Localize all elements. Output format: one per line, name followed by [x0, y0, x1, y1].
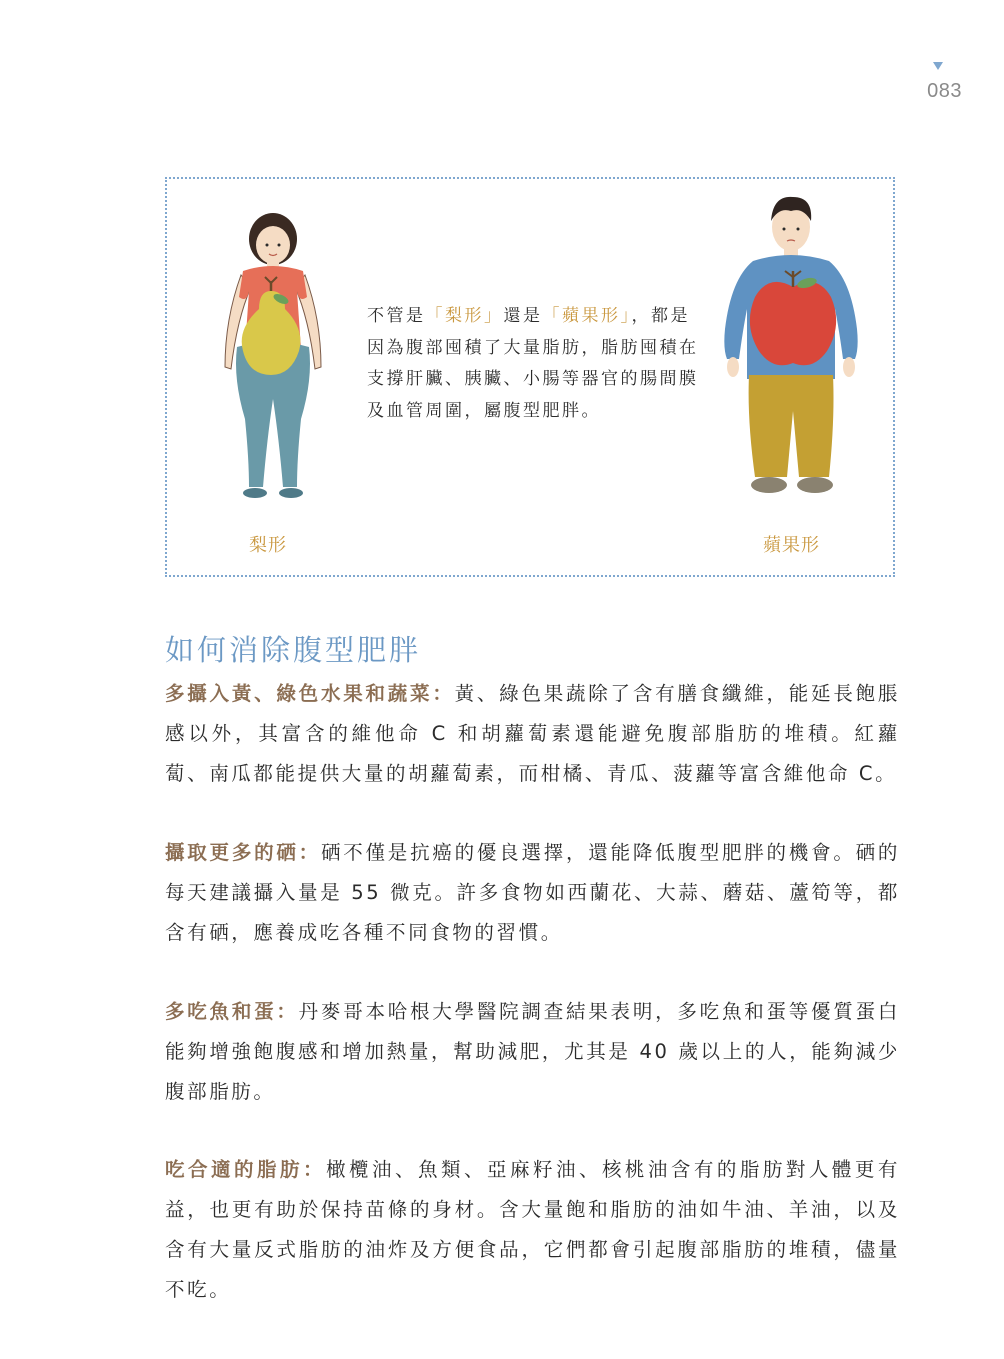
paragraph-heading: 攝取更多的硒：: [165, 841, 321, 864]
paragraph-heading: 多攝入黃、綠色水果和蔬菜：: [165, 682, 455, 705]
pear-shape-highlight: 「梨形」: [425, 306, 504, 326]
man-apple-shape-illustration: [724, 197, 857, 493]
page-marker-triangle-icon: [932, 60, 944, 72]
paragraph-body: 硒不僅是抗癌的優良選擇，還能降低腹型肥胖的機會。硒的每天建議攝入量是 55 微克。許多食物如西蘭花、大蒜、蘑菇、蘆筍等，都含有硒，應養成吃各種不同食物的習慣。: [165, 841, 900, 944]
section-title: 如何消除腹型肥胖: [165, 633, 422, 667]
paragraph-body: 丹麥哥本哈根大學醫院調查結果表明，多吃魚和蛋等優質蛋白能夠增強飽腹感和增加熱量，幫助減肥，尤其是 40 歲以上的人，能夠減少腹部脂肪。: [165, 1000, 900, 1103]
page-number: 083: [927, 80, 962, 102]
paragraph-heading: 吃合適的脂肪：: [165, 1158, 326, 1181]
paragraph-fish-eggs: [165, 992, 900, 1112]
apple-shape-highlight: 「蘋果形」: [542, 306, 632, 326]
paragraph-body: 橄欖油、魚類、亞麻籽油、核桃油含有的脂肪對人體更有益，也更有助於保持苗條的身材。含大量飽和脂肪的油如牛油、羊油，以及含有大量反式脂肪的油炸及方便食品，它們都會引起腹部脂肪的堆積，儘量不吃。: [165, 1158, 900, 1301]
body-shape-figure: [165, 177, 895, 577]
paragraph-vegetables: [165, 674, 900, 794]
woman-pear-shape-illustration: [225, 213, 321, 498]
figure-description: 不管是「梨形」還是「蘋果形」，都是因為腹部囤積了大量脂肪，脂肪囤積在支撐肝臟、胰臟、小腸等器官的腸間膜及血管周圍，屬腹型肥胖。: [367, 306, 699, 421]
pear-shape-caption: 梨形: [249, 535, 287, 556]
paragraph-heading: 多吃魚和蛋：: [165, 1000, 299, 1023]
paragraph-selenium: [165, 833, 900, 953]
paragraph-fats: [165, 1150, 900, 1310]
paragraph-body: 黃、綠色果蔬除了含有膳食纖維，能延長飽脹感以外，其富含的維他命 C 和胡蘿蔔素還能避免腹部脂肪的堆積。紅蘿蔔、南瓜都能提供大量的胡蘿蔔素，而柑橘、青瓜、菠蘿等富含維他命 C。: [165, 682, 900, 785]
apple-shape-caption: 蘋果形: [763, 535, 820, 556]
